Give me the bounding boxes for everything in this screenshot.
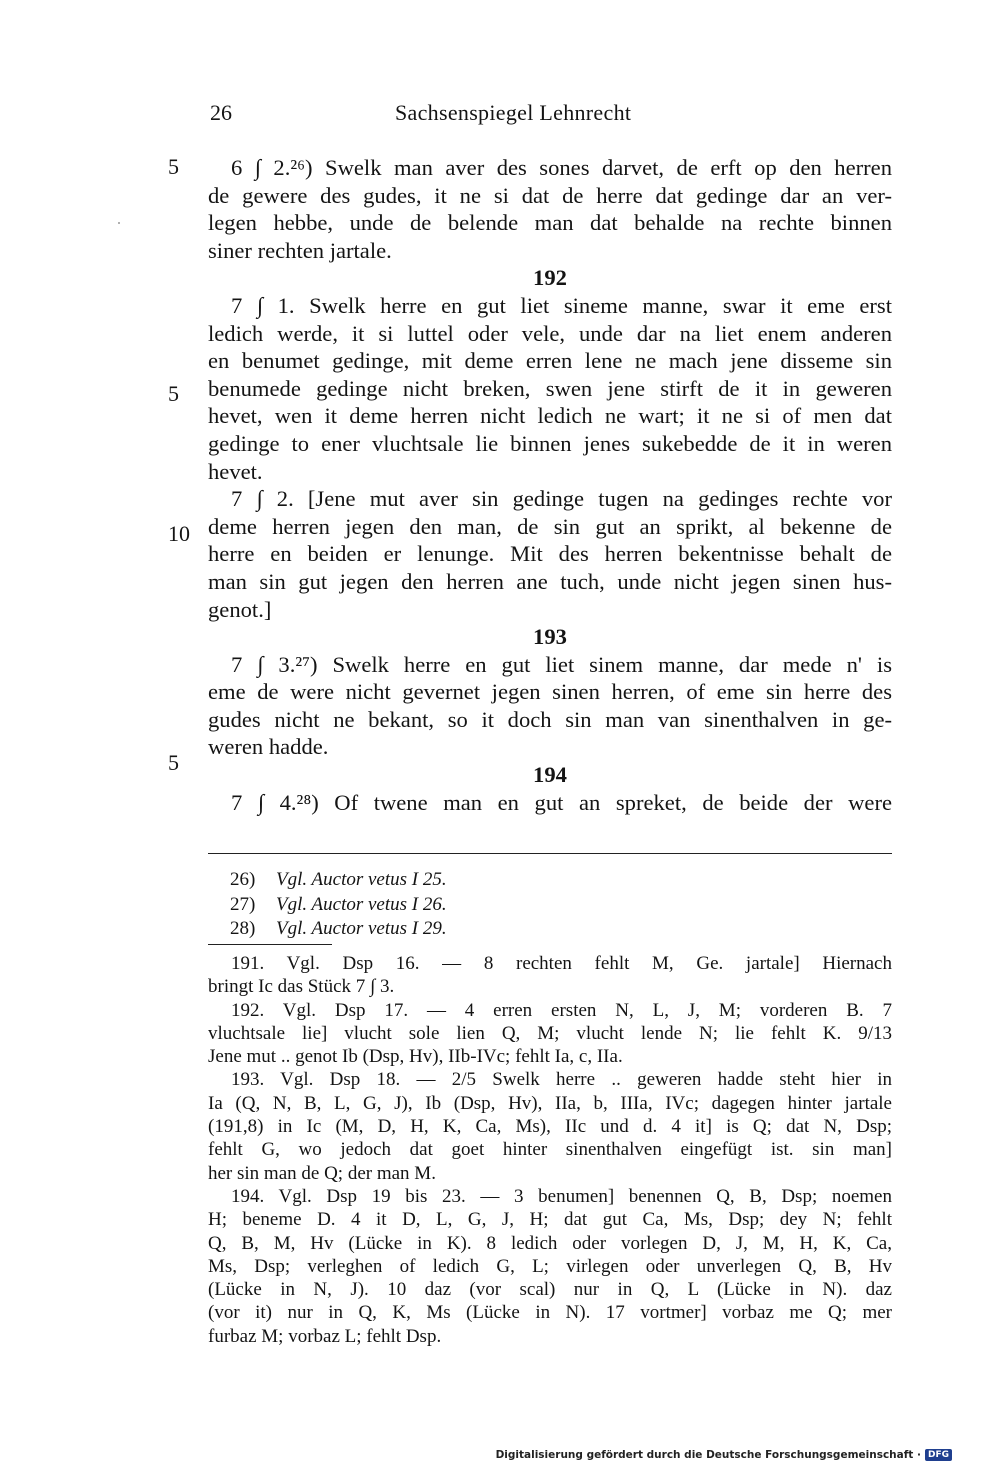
apparatus-line: bringt Ic das Stück 7 ∫ 3. — [208, 976, 395, 998]
apparatus-line: Q, B, M, Hv (Lücke in K). 8 ledich oder vorlegen D, J, M, H, K, Ca, — [208, 1232, 892, 1254]
apparatus-line: H; beneme D. 4 it D, L, G, J, H; dat gut Ca, Ms, Dsp; dey N; fehlt — [208, 1209, 892, 1231]
text-line: gedinge to ener vluchtsale lie binnen jenes sukebedde de it in weren — [208, 430, 892, 456]
line-number: 5 — [168, 154, 179, 179]
line-number: 5 — [168, 381, 179, 406]
apparatus-line: 194. Vgl. Dsp 19 bis 23. — 3 benumen] benennen Q, B, Dsp; noemen — [231, 1185, 892, 1207]
apparatus-line: Jene mut .. genot Ib (Dsp, Hv), IIb-IVc; fehlt Ia, c, IIa. — [208, 1046, 623, 1068]
text-line: legen hebbe, unde de belende man dat behalde na rechte binnen — [208, 210, 892, 236]
credit-text: Digitalisierung gefördert durch die Deutsche Forschungsgemeinschaft · — [495, 1449, 921, 1461]
text-line: eme de were nicht gevernet jegen sinen herren, of eme sin herre des — [208, 679, 892, 705]
text-line: siner rechten jartale. — [208, 237, 392, 263]
footnote-separator — [208, 853, 892, 854]
digitization-credit — [496, 1449, 952, 1461]
text-line: ledich werde, it si luttel oder vele, unde dar na liet enem anderen — [208, 320, 892, 346]
text-line: deme herren jegen den man, de sin gut an sprikt, al bekenne de — [208, 513, 892, 539]
footnote-number: 27) — [230, 893, 256, 915]
text-line: hevet. — [208, 458, 263, 484]
footnote-text: Vgl. Auctor vetus I 26. — [276, 893, 447, 915]
text-line: hevet, wen it deme herren nicht ledich ne wart; it ne si of men dat — [208, 403, 892, 429]
section-heading: 194 — [533, 762, 567, 788]
apparatus-line: furbaz M; vorbaz L; fehlt Dsp. — [208, 1325, 442, 1347]
apparatus-line: Ia (Q, N, B, L, G, J), Ib (Dsp, Hv), IIa, b, IIIa, IVc; dagegen hinter jartale — [208, 1092, 892, 1114]
line-number: 10 — [168, 521, 190, 546]
text-line: weren hadde. — [208, 734, 329, 760]
apparatus-separator — [208, 944, 332, 945]
section-heading: 193 — [533, 624, 567, 650]
line-number: 5 — [168, 750, 179, 775]
apparatus-line: (vor it) nur in Q, K, Ms (Lücke in N). 17 vortmer] vorbaz me Q; mer — [208, 1302, 892, 1324]
text-line: man sin gut jegen den herren ane tuch, unde nicht jegen sinen hus- — [208, 568, 892, 594]
text-line: 6 ∫ 2.²⁶) Swelk man aver des sones darvet, de erft op den herren — [231, 155, 892, 180]
footnote — [230, 893, 447, 918]
apparatus-line: vluchtsale lie] vlucht sole lien Q, M; vlucht lende N; lie fehlt K. 9/13 — [208, 1022, 892, 1044]
section-heading: 192 — [533, 265, 567, 291]
text-line: en benumet gedinge, mit deme erren lene ne mach jene disseme sin — [208, 348, 892, 374]
footnote — [230, 868, 447, 893]
text-line: 7 ∫ 1. Swelk herre en gut liet sineme manne, swar it eme erst — [231, 292, 892, 318]
footnote-number: 26) — [230, 869, 256, 890]
text-line: 7 ∫ 2. [Jene mut aver sin gedinge tugen na gedinges rechte vor — [231, 486, 892, 512]
text-line: 7 ∫ 3.²⁷) Swelk herre en gut liet sinem manne, dar mede n' is — [231, 651, 892, 677]
text-line: herre en beiden er lenunge. Mit des herren bekentnisse behalt de — [208, 541, 892, 567]
text-line: de gewere des gudes, it ne si dat de herre dat gedinge dar an ver- — [208, 182, 892, 208]
apparatus-line: (Lücke in N, J). 10 daz (vor scal) nur in Q, L (Lücke in N). daz — [208, 1279, 892, 1301]
text-line: 7 ∫ 4.²⁸) Of twene man en gut an spreket, de beide der were — [231, 789, 892, 815]
text-line: genot.] — [208, 596, 272, 622]
scan-speck — [118, 222, 120, 224]
apparatus-line: her sin man de Q; der man M. — [208, 1162, 436, 1184]
running-title: Sachsenspiegel Lehnrecht — [395, 100, 632, 125]
page-number: 26 — [210, 100, 232, 125]
apparatus-line: 193. Vgl. Dsp 18. — 2/5 Swelk herre .. geweren hadde steht hier in — [231, 1069, 892, 1091]
apparatus-line: 192. Vgl. Dsp 17. — 4 erren ersten N, L, J, M; vorderen B. 7 — [231, 999, 892, 1021]
text-line: gudes nicht ne bekant, so it doch sin man van sinenthalven in ge- — [208, 706, 892, 732]
footnotes — [230, 868, 447, 942]
main-text — [208, 154, 892, 816]
apparatus-line: fehlt G, wo jedoch dat goet hinter sinenthalven eingefügt ist. sin man] — [208, 1139, 892, 1161]
dfg-logo: DFG — [925, 1449, 952, 1461]
apparatus-line: Ms, Dsp; verleghen of ledich G, L; virlegen oder unverlegen Q, B, Hv — [208, 1255, 892, 1277]
footnote-text: Vgl. Auctor vetus I 25. — [276, 869, 447, 890]
apparatus-line: 191. Vgl. Dsp 16. — 8 rechten fehlt M, Ge. jartale] Hiernach — [231, 953, 892, 974]
footnote-number: 28) — [230, 918, 256, 939]
apparatus-line: (191,8) in Ic (M, D, H, K, Ca, Ms), IIc und d. 4 it] is Q; dat N, Dsp; — [208, 1116, 892, 1138]
footnote — [230, 917, 447, 942]
text-line: benumede gedinge nicht breken, swen jene stirft de it in geweren — [208, 375, 892, 401]
footnote-text: Vgl. Auctor vetus I 29. — [276, 918, 447, 939]
critical-apparatus — [208, 952, 892, 1348]
